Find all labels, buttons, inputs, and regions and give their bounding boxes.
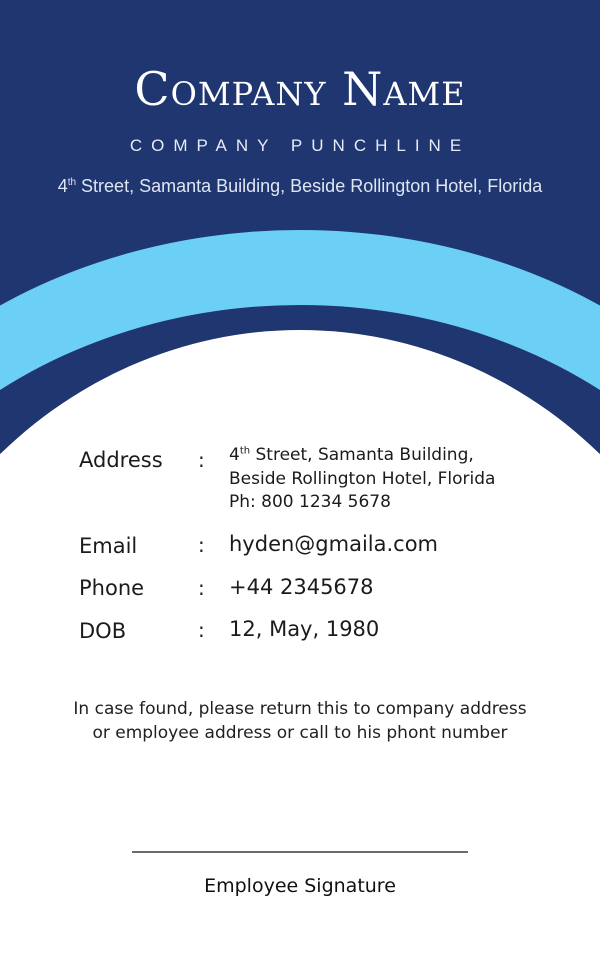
email-label: Email [79, 534, 138, 558]
address-line-3: Ph: 800 1234 5678 [229, 492, 391, 512]
phone-label: Phone [79, 576, 145, 600]
dob-colon: : [198, 618, 205, 642]
return-notice [30, 697, 570, 745]
address-label: Address [79, 448, 163, 472]
address-colon: : [198, 448, 205, 472]
signature-line [132, 851, 468, 853]
company-punchline: COMPANY PUNCHLINE [129, 136, 471, 155]
return-notice-line-2: or employee address or call to his phont number [92, 723, 508, 743]
dob-value: 12, May, 1980 [229, 617, 380, 641]
address-line-1 [229, 447, 474, 464]
email-value: hyden@gmaila.com [229, 532, 439, 556]
phone-value: +44 2345678 [229, 575, 374, 599]
address-line-2: Beside Rollington Hotel, Florida [229, 469, 496, 489]
address-line-1-number: 4 [229, 445, 240, 465]
return-notice-line-1: In case found, please return this to company address [73, 699, 527, 719]
dob-label: DOB [79, 619, 127, 643]
phone-colon: : [198, 576, 205, 600]
header-address-suffix: th [67, 177, 77, 188]
header-address-number: 4 [57, 176, 68, 196]
email-colon: : [198, 533, 205, 557]
address-line-1-rest: Street, Samanta Building, [250, 445, 474, 465]
signature-label: Employee Signature [204, 875, 396, 897]
company-name: Company Name [134, 62, 466, 116]
header-address-rest: Street, Samanta Building, Beside Rollington Hotel, Florida [76, 176, 543, 196]
address-line-1-suffix: th [239, 445, 251, 457]
